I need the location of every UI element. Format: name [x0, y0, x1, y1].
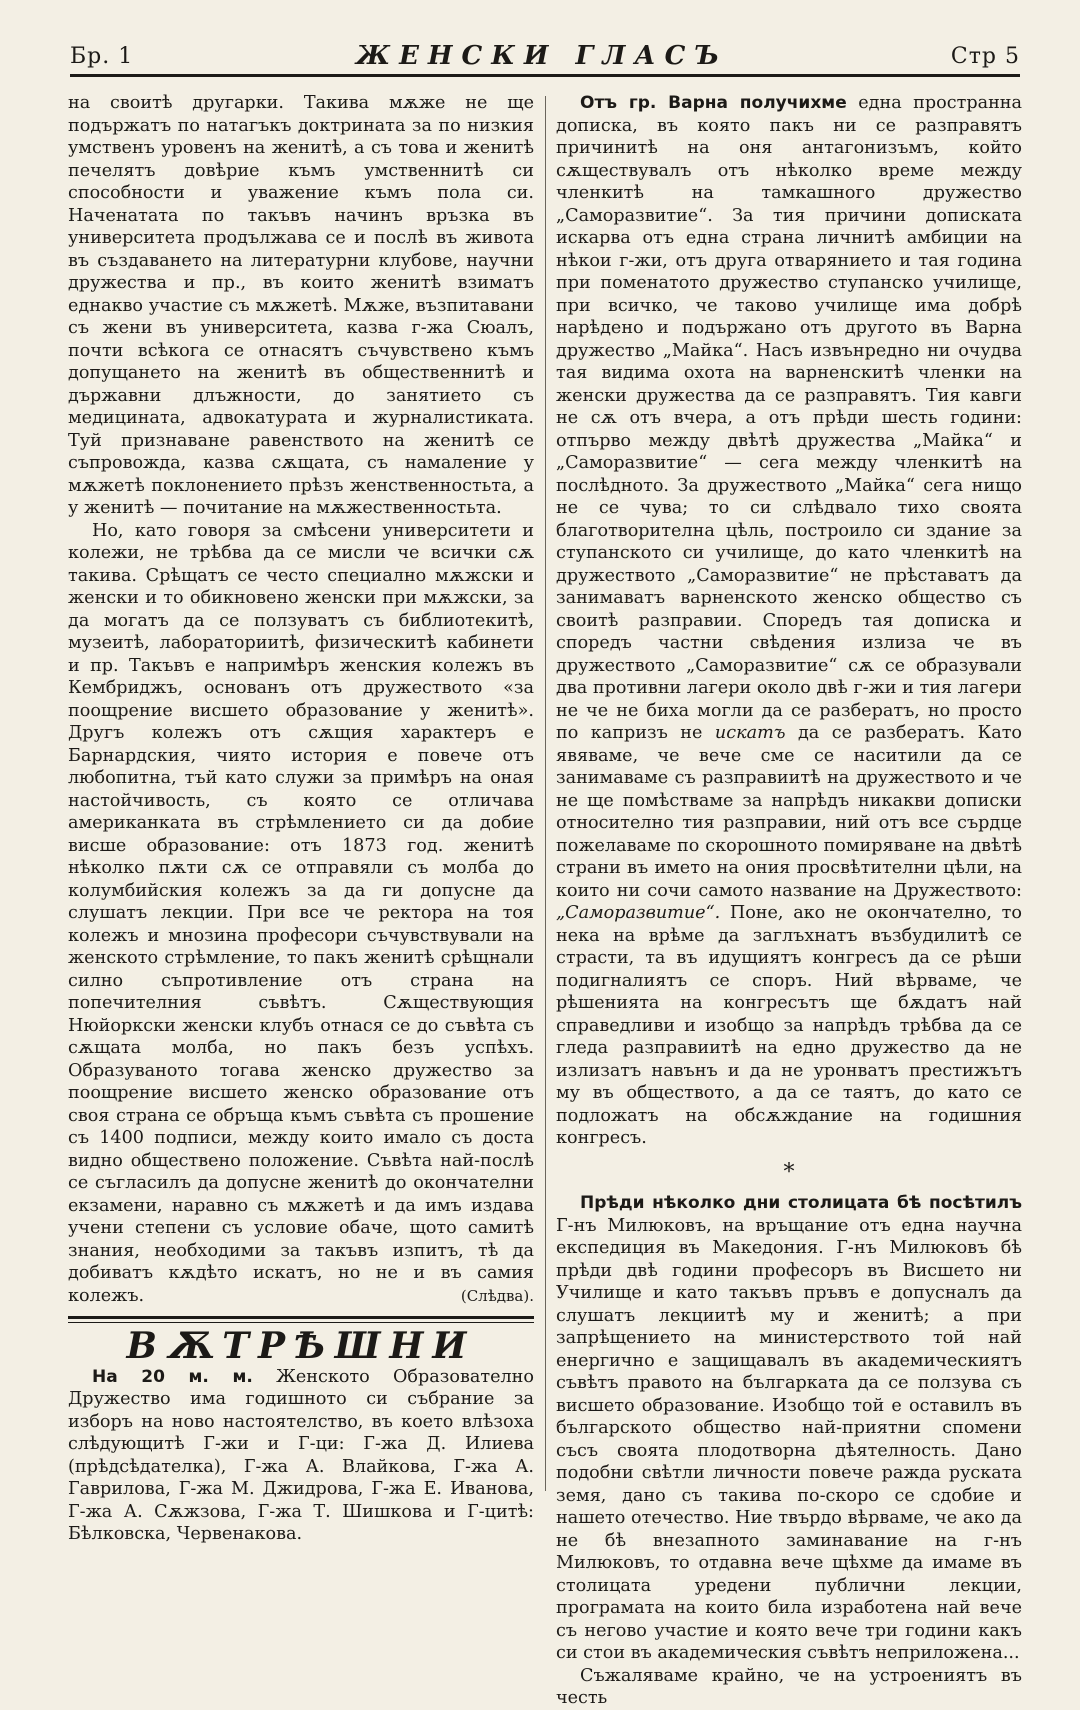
news-item-final: Съжаляваме крайно, че на устроениятъ въ честь — [556, 1665, 1022, 1708]
article-continuation-paragraph: на своитѣ другарки. Такива мѫже не ще подържатъ по натагъкъ доктрината за по низкия умственъ уровенъ на женитѣ, а съ това и женитѣ печелятъ довѣрие къмъ умственнитѣ си способности и уважение къмъ пола си. Наченатата по такъвъ начинъ връзка въ университета продължава се и послѣ въ живота въ създаването на литературни клубове, научни дружества и пр., въ които женитѣ взиматъ еднакво участие съ мѫжетѣ. Мѫже, възпитавани съ жени въ университета, казва г-жа Сюалъ, почти всѣкога се отнасятъ съчувствено къмъ допущането на женитѣ въ общественнитѣ и държавни длъжности, до занятието съ медицината, адвокатурата и журналистиката. Туй признаване равенството на женитѣ се съпровожда, казва сѫщата, съ намаление у мѫжетѣ поклонението прѣзъ женственностьта, а у женитѣ — почитание на мѫжественностьта. — [68, 93, 534, 518]
news-item-lead: На 20 м. м. — [92, 1366, 253, 1387]
right-column — [556, 92, 1023, 1708]
news-item — [68, 1366, 534, 1546]
news-item-varna — [556, 92, 1022, 1150]
news-item-text-cont: да се разбератъ. Като явяваме, че вече сме се наситили да се занимаваме съ разправиитѣ на дружеството и че не ще помѣстваме за напрѣдъ никакви дописки относително тия разправии, ний отъ все сърдце пожелаваме по скорошното помиряване на двѣтѣ страни въ името на ония просвѣтителни цѣли, на които ни сочи самото название на Дружеството: — [556, 723, 1023, 901]
column-divider — [545, 96, 546, 1491]
society-name: „Саморазвитие“. — [556, 903, 721, 923]
article-paragraph-text: Но, като говоря за смѣсени университети и колежи, не трѣбва да се мисли че всички сѫ такива. Срѣщатъ се често специално мѫжски и женски и то обикновено женски при мѫжски, за да могатъ да се ползуватъ съ библиотекитѣ, музеитѣ, лабораториитѣ, физическитѣ кабинети и пр. Такъвъ е напримѣръ женския колежъ въ Кембриджъ, основанъ отъ дружеството «за поощрение висшето образование у женитѣ». Другъ колежъ отъ сѫщия характеръ е Барнардския, чиято история е повече отъ любопитна, тъй като служи за примѣръ на оная настойчивость, съ която се отличава американката въ стрѣмлението си да добие висше образование: отъ 1873 год. женитѣ нѣколко пѫти сѫ се отправяли съ молба до колумбийския колежъ за да ги допусне да слушатъ лекции. При все че ректора на тоя колежъ и мнозина професори съчувствували на женското стрѣмление, то пакъ женитѣ срѣщнали силно съпротивление отъ страна на попечителния съвѣтъ. Сѫществующия Нюйоркски женски клубъ отнася се до съвѣта съ сѫщата молба, но пакъ безъ успѣхъ. Образуваното тогава женско дружество за поощрение висшето женско образование отъ своя страна се обръща къмъ съвѣта съ прошение съ 1400 подписи, между които имало съ доста видно обществено положение. Съвѣта най-послѣ се съгласилъ да допусне женитѣ до окончателни екзамени, наравно съ мѫжетѣ и да имъ издава учени степени съ условие обаче, щото самитѣ знания, необходими за такъвъ изпитъ, тѣ да добиватъ кѫдѣто искатъ, но не и въ самия колежъ. — [68, 520, 534, 1306]
news-item-text-end: Поне, ако не окончателно, то нека на врѣме да заглъхнатъ възбудилитѣ се страсти, та въ идущиятъ конгресъ да се рѣши подигналиятъ се споръ. Ний вѣрваме, че рѣшенията на конгресътъ ще бѫдатъ най справедливи и изобщо за напрѣдъ трѣбва да се гледа разправиитѣ на едно дружество да не излизатъ навънъ и да не уронватъ престижътъ му въ обществото, а да се таятъ, до като се подложатъ на обсѫждание на годишния конгресъ. — [556, 903, 1022, 1148]
to-be-continued-note: (Слѣдва). — [460, 1286, 534, 1305]
section-divider — [68, 1316, 534, 1323]
emphasis-text: искатъ — [714, 723, 786, 743]
left-column — [68, 92, 534, 1544]
section-heading: ВѪТРѢШНИ — [126, 1325, 476, 1367]
news-item-milyukov — [556, 1192, 1022, 1665]
news-item-text: Г-нъ Милюковъ, на връщание отъ една научна експедиция въ Македония. Г-нъ Милюковъ бѣ прѣди двѣ години професоръ въ Висшето ни Училище и като такъвъ пръвъ е допусналъ да слушатъ лекциитѣ му и женитѣ; а при запрѣщението на министерството той най енергично е защищавалъ въ академическиятъ съвѣтъ правото на българката да се ползува съ висшето образование. Изобщо той е оставилъ въ българското общество най-приятни спомени съсъ своята плодотворна дѣятелность. Дано подобни свѣтли личности повече ражда руската земя, дано съ такива по-скоро се сдобие и нашето отечество. Ние твърдо вѣрваме, че ако да не бѣ внезапното заминавание на г-нъ Милюковъ, то отдавна вече щѣхме да имаме въ столицата уредени публични лекции, програмата на които била изработена най вече съ негово участие и която вече три години какъ си стои въ академическия съвѣтъ неприложена... — [556, 1215, 1022, 1663]
news-item-text: Женското Образователно Дружество има годишното си събрание за изборъ на ново настоятелство, въ което влѣзоха слѣдующитѣ Г-жи и Г-ци: Г-жа Д. Илиева (прѣдсѣдателка), Г-жа А. Влайкова, Г-жа А. Гаврилова, Г-жа М. Джидрова, Г-жа Е. Иванова, Г-жа А. Сѫжзова, Г-жа Т. Шишкова и Г-цитѣ: Бѣлковска, Червенакова. — [68, 1366, 534, 1544]
news-item-lead: Прѣди нѣколко дни столицата бѣ посѣтилъ — [580, 1193, 1022, 1213]
news-item-text: една пространна дописка, въ която пакъ ни се разправятъ причинитѣ на оня антагонизъмъ, който сѫществувалъ отъ нѣколко време между членкитѣ на тамкашного дружество „Саморазвитие“. За тия причини дописката искарва отъ една страна личнитѣ амбиции на нѣкои г-жи, отъ друга отварянието и тая година при поменатото дружество ступанско училище, при всичко, че таково училище има добрѣ нарѣдено и подържано отъ другото въ Варна дружество „Майка“. Насъ извънредно ни очудва тая видима охота на варненскитѣ членки на женски дружества да се разправятъ. Тия кавги не сѫ отъ вчера, а отъ прѣди шесть години: отпърво между двѣтѣ дружества „Майка“ и „Саморазвитие“ — сега между членкитѣ на послѣдното. За дружеството „Майка“ сега нищо не се чува; то си слѣдвало тихо своята благотворителна цѣль, построило си здание за ступанското си училище, до като членкитѣ на дружеството „Саморазвитие“ не прѣставатъ да занимаватъ варненското женско общество съ своитѣ разправии. Споредъ тая дописка и споредъ частни свѣдения излиза че въ дружеството „Саморазвитие“ сѫ се образували два противни лагери около двѣ г-жи и тия лагери не че не биха могли да се разбератъ, но просто по капризъ не — [556, 93, 1023, 743]
issue-number: Бр. 1 — [70, 43, 134, 69]
news-item-lead: Отъ гр. Варна получихме — [580, 93, 847, 113]
article-paragraph — [68, 520, 534, 1308]
newspaper-title: ЖЕНСКИ ГЛАСЪ — [356, 41, 729, 71]
page-number: Стр 5 — [950, 43, 1020, 69]
asterisk-separator: * — [783, 1159, 795, 1185]
page-header — [70, 38, 1020, 77]
